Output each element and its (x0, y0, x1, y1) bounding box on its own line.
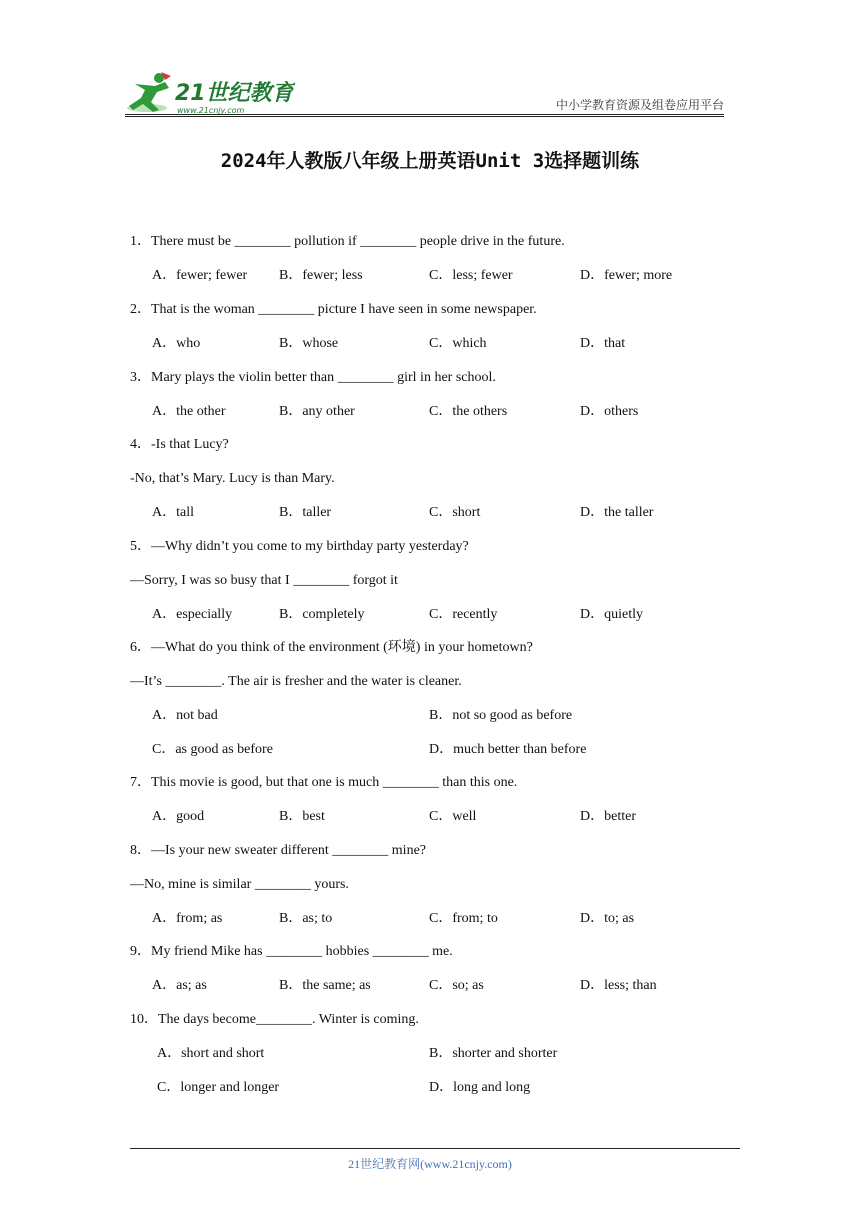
q5-option-d: D．quietly (580, 607, 643, 622)
page-title: 2024年人教版八年级上册英语Unit 3选择题训练 (220, 150, 640, 172)
q6-option-a: A．not bad (152, 708, 218, 723)
question-8: 8．—Is your new sweater different ________ mine? (130, 843, 426, 858)
question-5: 5．—Why didn’t you come to my birthday party yesterday? (130, 539, 469, 554)
q10-option-c: C．longer and longer (157, 1080, 280, 1095)
runner-logo-icon (125, 70, 295, 116)
question-8-line-2: —No, mine is similar ________ yours. (130, 877, 349, 892)
q1-option-d: D．fewer; more (580, 268, 673, 283)
footer-divider (130, 1148, 740, 1149)
q3-option-a: A．the other (152, 404, 226, 419)
question-4-line-2: -No, that’s Mary. Lucy is than Mary. (130, 471, 335, 486)
q4-option-b: B．taller (279, 505, 332, 520)
q9-option-c: C．so; as (429, 978, 484, 993)
q8-option-d: D．to; as (580, 911, 635, 926)
question-7: 7．This movie is good, but that one is much ________ than this one. (130, 775, 518, 790)
site-logo (125, 70, 295, 116)
header-tagline: 中小学教育资源及组卷应用平台 (555, 98, 724, 112)
q4-option-a: A．tall (152, 505, 194, 520)
q8-option-a: A．from; as (152, 911, 223, 926)
q2-option-a: A．who (152, 336, 201, 351)
q5-option-b: B．completely (279, 607, 365, 622)
q2-option-d: D．that (580, 336, 626, 351)
question-3: 3．Mary plays the violin better than ________ girl in her school. (130, 370, 496, 385)
logo-text: 21世纪教育 (175, 81, 294, 106)
q9-option-b: B．the same; as (279, 978, 371, 993)
q1-option-a: A．fewer; fewer (152, 268, 248, 283)
q9-option-d: D．less; than (580, 978, 657, 993)
question-6: 6．—What do you think of the environment (环境) in your hometown? (130, 640, 533, 655)
q4-option-c: C．short (429, 505, 481, 520)
q8-option-b: B．as; to (279, 911, 333, 926)
question-2: 2．That is the woman ________ picture I have seen in some newspaper. (130, 302, 537, 317)
question-6-line-2: —It’s ________. The air is fresher and the water is cleaner. (130, 674, 462, 689)
q6-option-b: B．not so good as before (429, 708, 573, 723)
footer-link[interactable]: 21世纪教育网(www.21cnjy.com) (348, 1157, 512, 1171)
q7-option-c: C．well (429, 809, 477, 824)
q3-option-d: D．others (580, 404, 639, 419)
q10-option-b: B．shorter and shorter (429, 1046, 558, 1061)
q4-option-d: D．the taller (580, 505, 654, 520)
question-4: 4．-Is that Lucy? (130, 437, 229, 452)
q2-option-c: C．which (429, 336, 487, 351)
question-5-line-2: —Sorry, I was so busy that I ________ forgot it (130, 573, 398, 588)
q10-option-d: D．long and long (429, 1080, 531, 1095)
q1-option-b: B．fewer; less (279, 268, 363, 283)
q3-option-b: B．any other (279, 404, 355, 419)
question-9: 9．My friend Mike has ________ hobbies ________ me. (130, 944, 453, 959)
q8-option-c: C．from; to (429, 911, 498, 926)
q7-option-a: A．good (152, 809, 205, 824)
q7-option-b: B．best (279, 809, 325, 824)
header-divider (125, 114, 724, 117)
q10-option-a: A．short and short (157, 1046, 265, 1061)
question-1: 1．There must be ________ pollution if ________ people drive in the future. (130, 234, 565, 249)
q6-option-d: D．much better than before (429, 742, 587, 757)
q9-option-a: A．as; as (152, 978, 207, 993)
q5-option-c: C．recently (429, 607, 498, 622)
q5-option-a: A．especially (152, 607, 233, 622)
logo-url-text: www.21cnjy.com (177, 106, 245, 115)
q2-option-b: B．whose (279, 336, 339, 351)
question-10: 10．The days become________. Winter is coming. (130, 1012, 419, 1027)
q7-option-d: D．better (580, 809, 636, 824)
q3-option-c: C．the others (429, 404, 508, 419)
q1-option-c: C．less; fewer (429, 268, 513, 283)
q6-option-c: C．as good as before (152, 742, 273, 757)
